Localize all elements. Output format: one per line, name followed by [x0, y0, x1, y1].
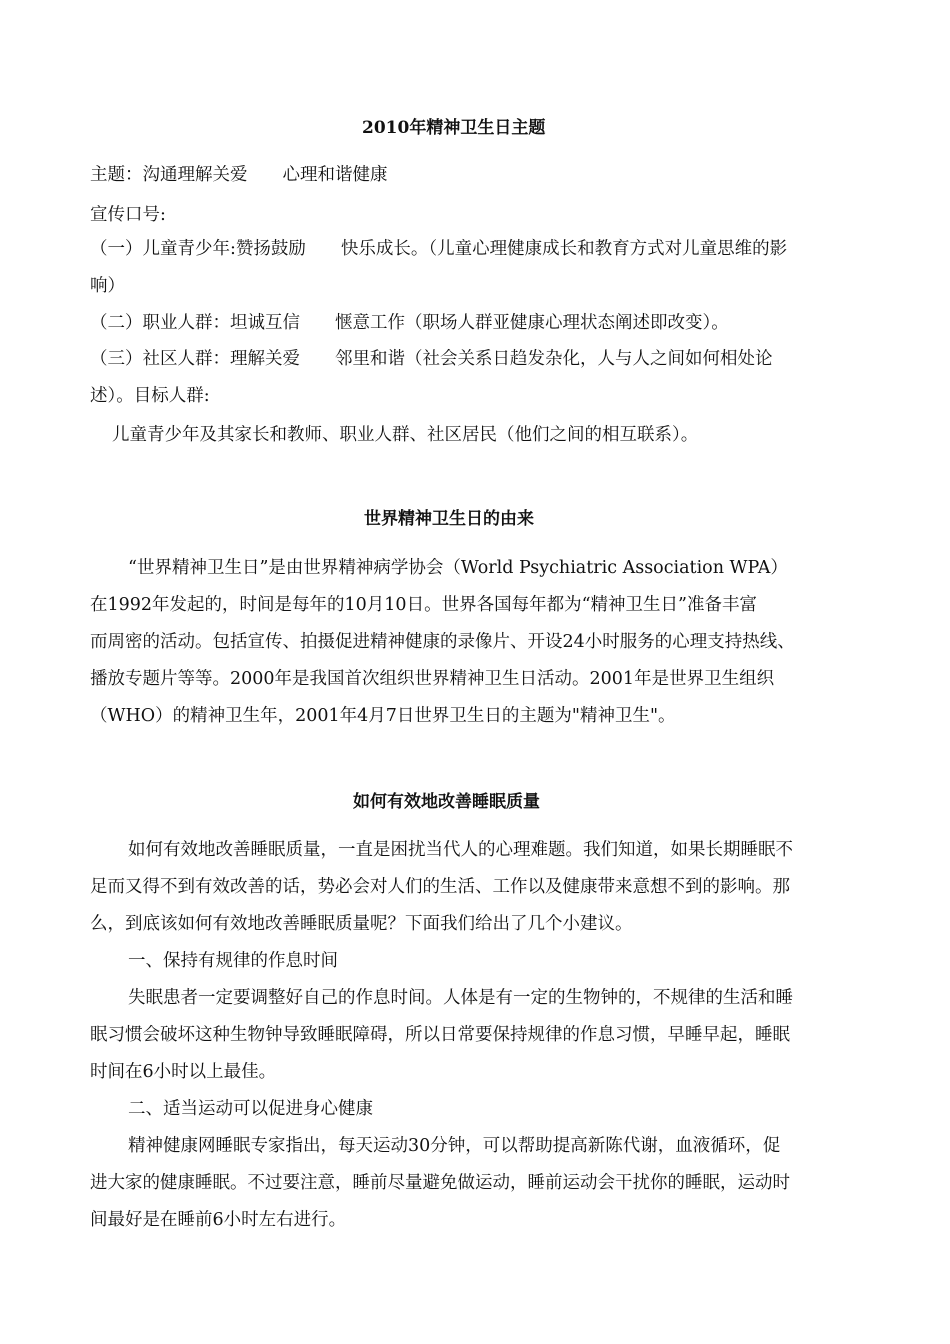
slogan-item-2: （二）职业人群：坦诚互信 惬意工作（职场人群亚健康心理状态阐述即改变）。	[90, 313, 729, 333]
origin-para-line5: （WHO）的精神卫生年，2001年4月7日世界卫生日的主题为"精神卫生"。	[90, 706, 676, 726]
sleep-para2-line3: 时间在6小时以上最佳。	[90, 1062, 277, 1082]
slogan-item-3-line2: 述）。目标人群:	[90, 386, 210, 406]
origin-para-line2: 在1992年发起的，时间是每年的10月10日。世界各国每年都为“精神卫生日”准备丰富	[90, 595, 757, 615]
sleep-para1-line1: 如何有效地改善睡眠质量，一直是困扰当代人的心理难题。我们知道，如果长期睡眠不	[128, 840, 793, 860]
section3-title: 如何有效地改善睡眠质量	[353, 792, 540, 812]
sleep-para2-line2: 眠习惯会破坏这种生物钟导致睡眠障碍，所以日常要保持规律的作息习惯，早睡早起，睡眠	[90, 1025, 790, 1045]
slogan-item-3-line1: （三）社区人群：理解关爱 邻里和谐（社会关系日趋发杂化，人与人之间如何相处论	[90, 349, 773, 369]
slogan-item-1-line1: （一）儿童青少年:赞扬鼓励 快乐成长。（儿童心理健康成长和教育方式对儿童思维的影	[90, 239, 788, 259]
section1-title: 2010年精神卫生日主题	[362, 118, 546, 138]
sleep-para1-line2: 足而又得不到有效改善的话，势必会对人们的生活、工作以及健康带来意想不到的影响。那	[90, 877, 790, 897]
origin-para-line1: “世界精神卫生日”是由世界精神病学协会（World Psychiatric Association WPA）	[128, 558, 788, 578]
slogan-label: 宣传口号:	[90, 205, 166, 225]
sleep-heading-1: 一、保持有规律的作息时间	[128, 951, 338, 971]
slogan-item-1-line2: 响）	[90, 276, 125, 296]
sleep-para3-line3: 间最好是在睡前6小时左右进行。	[90, 1210, 347, 1230]
origin-para-line3: 而周密的活动。包括宣传、拍摄促进精神健康的录像片、开设24小时服务的心理支持热线、	[90, 632, 795, 652]
target-groups: 儿童青少年及其家长和教师、职业人群、社区居民（他们之间的相互联系）。	[112, 425, 699, 445]
theme-line: 主题：沟通理解关爱 心理和谐健康	[90, 165, 388, 185]
section2-title: 世界精神卫生日的由来	[364, 509, 534, 529]
origin-para-line4: 播放专题片等等。2000年是我国首次组织世界精神卫生日活动。2001年是世界卫生组织	[90, 669, 775, 689]
sleep-para1-line3: 么，到底该如何有效地改善睡眠质量呢？下面我们给出了几个小建议。	[90, 914, 633, 934]
sleep-heading-2: 二、适当运动可以促进身心健康	[128, 1099, 373, 1119]
sleep-para3-line2: 进大家的健康睡眠。不过要注意，睡前尽量避免做运动，睡前运动会干扰你的睡眠，运动时	[90, 1173, 790, 1193]
sleep-para2-line1: 失眠患者一定要调整好自己的作息时间。人体是有一定的生物钟的，不规律的生活和睡	[128, 988, 793, 1008]
sleep-para3-line1: 精神健康网睡眠专家指出，每天运动30分钟，可以帮助提高新陈代谢，血液循环，促	[128, 1136, 781, 1156]
